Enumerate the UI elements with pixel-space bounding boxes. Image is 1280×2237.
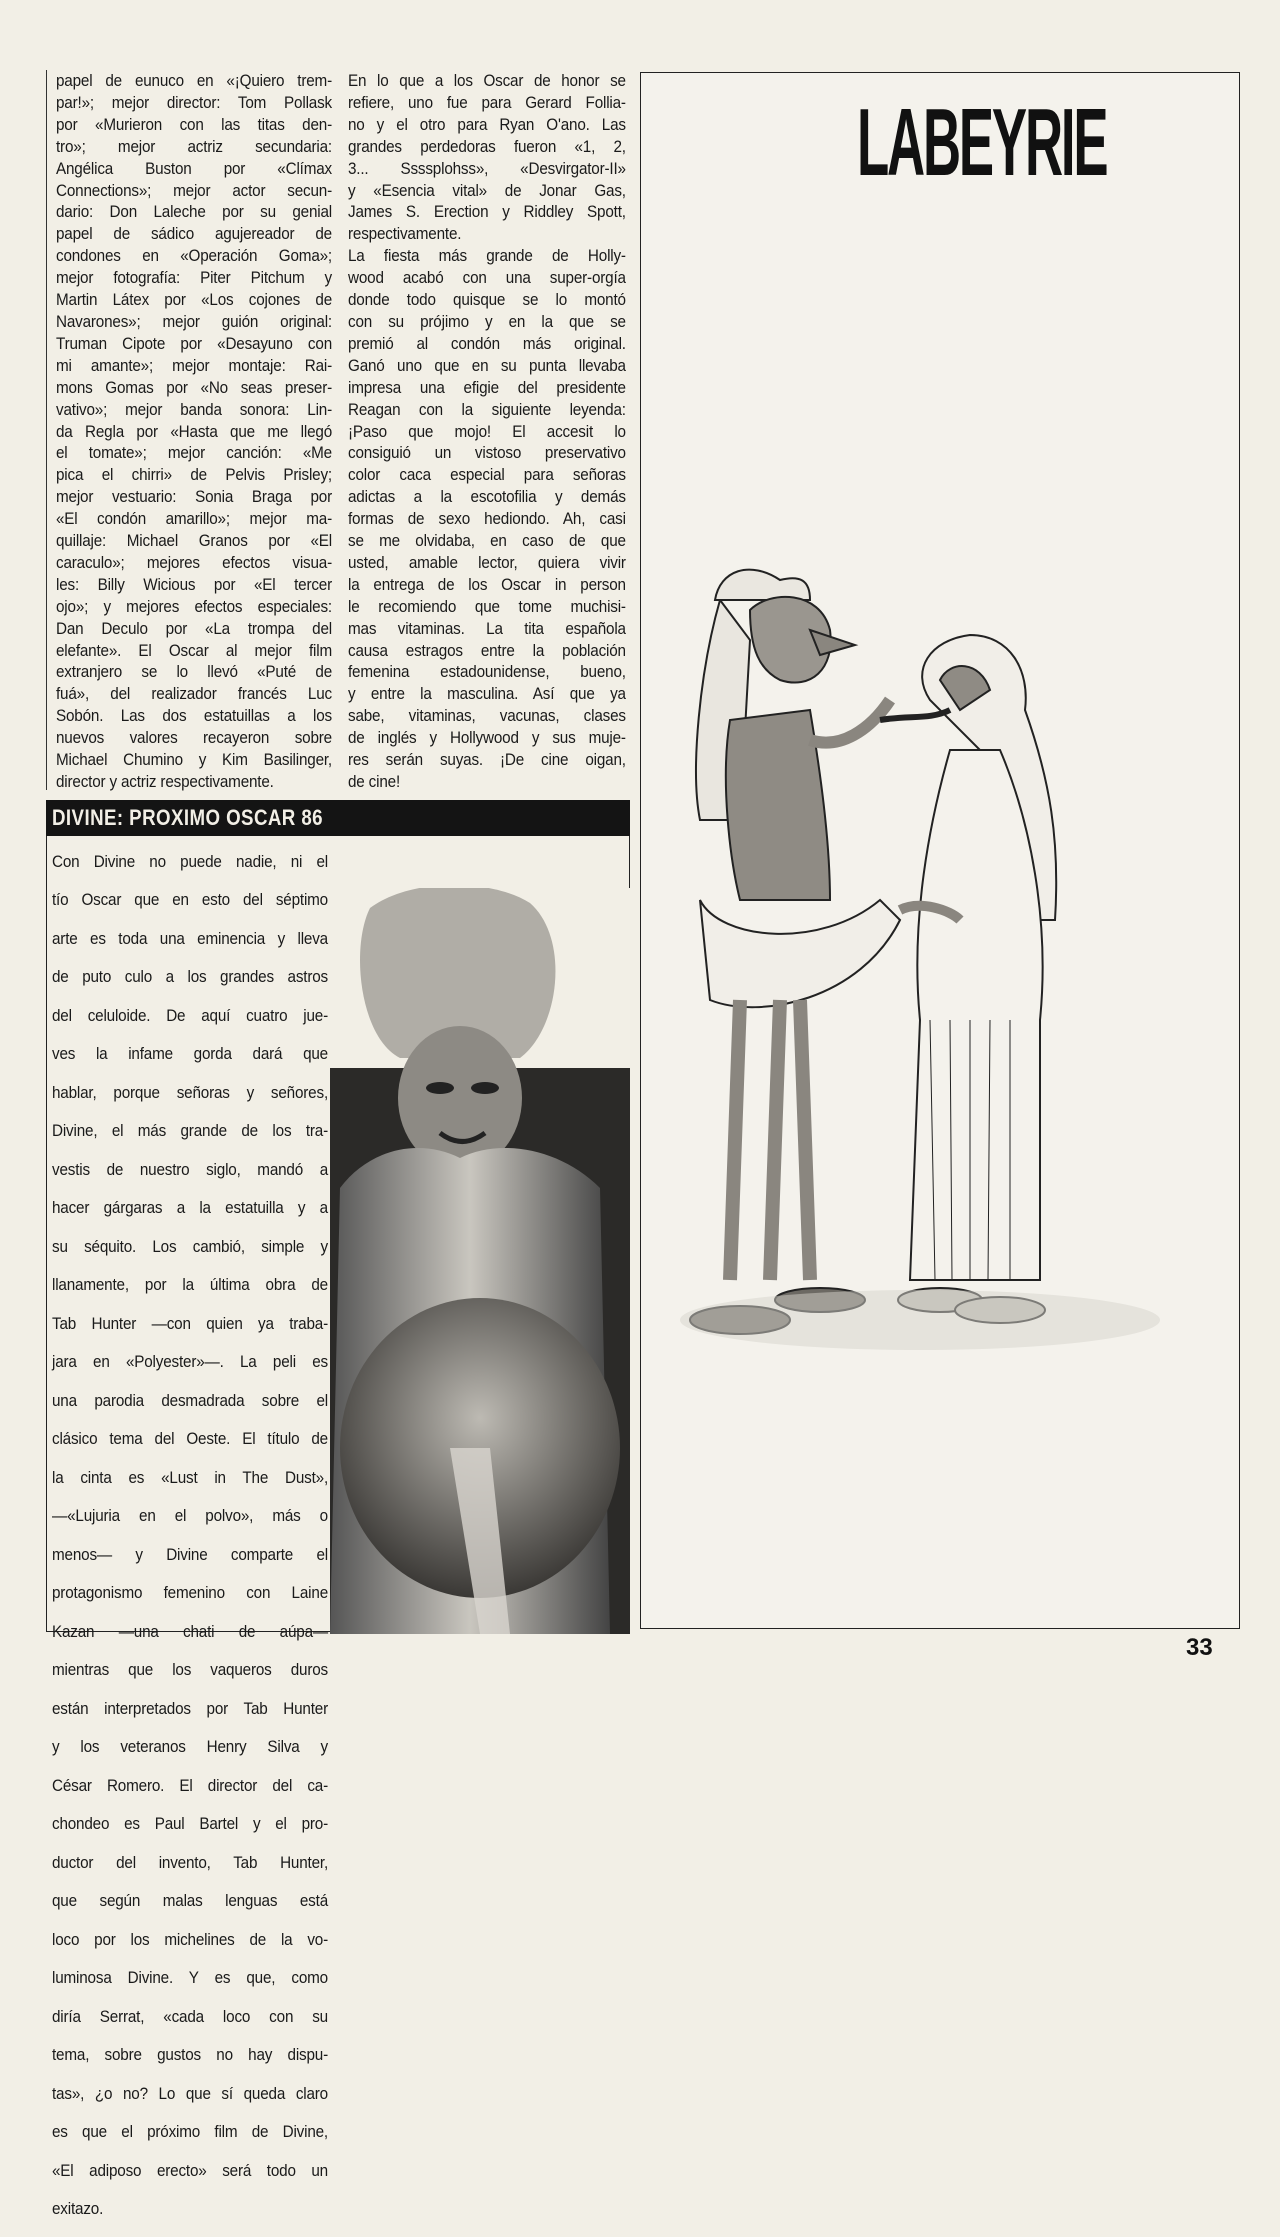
- text-line: Con Divine no puede nadie, ni el: [52, 851, 328, 871]
- divine-photo: [330, 888, 630, 1634]
- text-line: caraculo»; mejores efectos visua-: [56, 552, 332, 572]
- text-line: clásico tema del Oeste. El título de: [52, 1429, 328, 1449]
- text-line: «El adiposo erecto» será todo un: [52, 2160, 328, 2180]
- text-line: consiguió un vistoso preservativo: [348, 443, 626, 463]
- text-line: es que el próximo film de Divine,: [52, 2122, 328, 2142]
- text-line: que según malas lenguas está: [52, 1891, 328, 1911]
- text-line: elefante». El Oscar al mejor film: [56, 640, 332, 660]
- text-line: César Romero. El director del ca-: [52, 1775, 328, 1795]
- text-line: extranjero se lo llevó «Puté de: [56, 662, 332, 682]
- cartoon-title: LABEYRIE: [857, 89, 1107, 196]
- text-line: causa estragos entre la población: [348, 640, 626, 660]
- text-line: su séquito. Los cambió, simple y: [52, 1236, 328, 1256]
- text-line: tas», ¿o no? Lo que sí queda claro: [52, 2083, 328, 2103]
- article-column-1: [56, 70, 332, 793]
- text-line: jara en «Polyester»—. La peli es: [52, 1352, 328, 1372]
- text-line: femenina estadounidense, bueno,: [348, 662, 626, 682]
- text-line: diría Serrat, «cada loco con su: [52, 2006, 328, 2026]
- text-line: res serán suyas. ¡De cine oigan,: [348, 750, 626, 770]
- text-line: Martin Látex por «Los cojones de: [56, 290, 332, 310]
- text-line: con su prójimo y en la que se: [348, 311, 626, 331]
- woman-figure: [880, 635, 1056, 1323]
- text-line: una parodia desmadrada sobre el: [52, 1390, 328, 1410]
- text-line: papel de eunuco en «¡Quiero trem-: [56, 71, 332, 90]
- text-line: el tomate»; mejor canción: «Me: [56, 443, 332, 463]
- text-line: Divine, el más grande de los tra-: [52, 1121, 328, 1141]
- text-line: dario: Don Laleche por su genial: [56, 202, 332, 222]
- text-line: están interpretados por Tab Hunter: [52, 1698, 328, 1718]
- text-line: del celuloide. De aquí cuatro jue-: [52, 1005, 328, 1025]
- text-line: fuá», del realizador francés Luc: [56, 684, 332, 704]
- text-line: papel de sádico agujereador de: [56, 224, 332, 244]
- text-line: llanamente, por la última obra de: [52, 1275, 328, 1295]
- text-line: tema, sobre gustos no hay dispu-: [52, 2045, 328, 2065]
- text-line: y los veteranos Henry Silva y: [52, 1737, 328, 1757]
- text-line: sabe, vitaminas, vacunas, clases: [348, 706, 626, 726]
- text-line: Dan Deculo por «La trompa del: [56, 618, 332, 638]
- text-line: Ganó uno que en su punta llevaba: [348, 355, 626, 375]
- text-line: menos— y Divine comparte el: [52, 1544, 328, 1564]
- text-line: mas vitaminas. La tita española: [348, 618, 626, 638]
- article-column-2: [348, 70, 626, 793]
- text-line: Reagan con la siguiente leyenda:: [348, 399, 626, 419]
- text-line: de puto culo a los grandes astros: [52, 967, 328, 987]
- text-line: y entre la masculina. Así que ya: [348, 684, 626, 704]
- text-line: En lo que a los Oscar de honor se: [348, 71, 626, 90]
- text-line: la cinta es «Lust in The Dust»,: [52, 1467, 328, 1487]
- text-line: chondeo es Paul Bartel y el pro-: [52, 1814, 328, 1834]
- text-line: grandes perdedoras fueron «1, 2,: [348, 136, 626, 156]
- text-line: ves la infame gorda dará que: [52, 1044, 328, 1064]
- text-line: protagonismo femenino con Laine: [52, 1583, 328, 1603]
- text-line: de inglés y Hollywood y sus muje-: [348, 728, 626, 748]
- text-line: usted, amable lector, quiera vivir: [348, 552, 626, 572]
- text-line: pica el chirri» de Pelvis Prisley;: [56, 465, 332, 485]
- text-line: les: Billy Wicious por «El tercer: [56, 574, 332, 594]
- text-line: director y actriz respectivamente.: [56, 772, 274, 791]
- text-line: quillaje: Michael Granos por «El: [56, 531, 332, 551]
- text-line: donde todo quisque se lo montó: [348, 290, 626, 310]
- text-line: formas de sexo hediondo. Ah, casi: [348, 509, 626, 529]
- text-line: La fiesta más grande de Holly-: [348, 246, 626, 266]
- text-line: vestis de nuestro siglo, mandó a: [52, 1159, 328, 1179]
- text-line: nuevos valores recayeron sobre: [56, 728, 332, 748]
- text-line: Angélica Buston por «Clímax: [56, 158, 332, 178]
- text-line: adictas a la escotofilia y demás: [348, 487, 626, 507]
- text-line: Tab Hunter —con quien ya traba-: [52, 1313, 328, 1333]
- text-line: loco por los michelines de la vo-: [52, 1929, 328, 1949]
- text-line: no y el otro para Ryan O'ano. Las: [348, 114, 626, 134]
- text-line: mi amante»; mejor montaje: Rai-: [56, 355, 332, 375]
- text-line: refiere, uno fue para Gerard Follia-: [348, 92, 626, 112]
- divine-heading-bar: [46, 800, 630, 836]
- text-line: vativo»; mejor banda sonora: Lin-: [56, 399, 332, 419]
- text-line: «El condón amarillo»; mejor ma-: [56, 509, 332, 529]
- column-rule: [46, 70, 47, 790]
- text-line: da Regla por «Hasta que me llegó: [56, 421, 332, 441]
- text-line: mejor vestuario: Sonia Braga por: [56, 487, 332, 507]
- text-line: impresa una efigie del presidente: [348, 377, 626, 397]
- text-line: 3... Ssssplohss», «Desvirgator-II»: [348, 158, 626, 178]
- text-line: ojo»; y mejores efectos especiales:: [56, 596, 332, 616]
- text-line: Truman Cipote por «Desayuno con: [56, 333, 332, 353]
- man-figure: [690, 570, 900, 1334]
- text-line: premió al condón más original.: [348, 333, 626, 353]
- text-line: hablar, porque señoras y señores,: [52, 1082, 328, 1102]
- text-line: mejor fotografía: Piter Pitchum y: [56, 268, 332, 288]
- text-line: y «Esencia vital» de Jonar Gas,: [348, 180, 626, 200]
- text-line: de cine!: [348, 772, 401, 791]
- text-line: luminosa Divine. Y es que, como: [52, 1968, 328, 1988]
- cartoon-illustration: [660, 520, 1220, 1520]
- text-line: ¡Paso que mojo! El accesit lo: [348, 421, 626, 441]
- text-line: la entrega de los Oscar in person: [348, 574, 626, 594]
- text-line: wood acabó con una super-orgía: [348, 268, 626, 288]
- text-line: James S. Erection y Riddley Spott,: [348, 202, 626, 222]
- divine-article-text: [52, 834, 328, 2237]
- text-line: condones en «Operación Goma»;: [56, 246, 332, 266]
- text-line: par!»; mejor director: Tom Pollask: [56, 92, 332, 112]
- text-line: Kazan —una chati de aúpa—: [52, 1621, 328, 1641]
- text-line: ductor del invento, Tab Hunter,: [52, 1852, 328, 1872]
- text-line: arte es toda una eminencia y lleva: [52, 928, 328, 948]
- text-line: mons Gomas por «No seas preser-: [56, 377, 332, 397]
- text-line: Connections»; mejor actor secun-: [56, 180, 332, 200]
- text-line: exitazo.: [52, 2199, 104, 2219]
- text-line: Sobón. Las dos estatuillas a los: [56, 706, 332, 726]
- text-line: se me olvidaba, en caso de que: [348, 531, 626, 551]
- text-line: color caca especial para señoras: [348, 465, 626, 485]
- text-line: por «Murieron con las titas den-: [56, 114, 332, 134]
- text-line: Navarones»; mejor guión original:: [56, 311, 332, 331]
- text-line: hacer gárgaras a la estatuilla y a: [52, 1198, 328, 1218]
- text-line: le recomiendo que tome muchisi-: [348, 596, 626, 616]
- divine-heading: DIVINE: PROXIMO OSCAR 86: [52, 805, 324, 830]
- page-number: 33: [1186, 1634, 1213, 1661]
- text-line: Michael Chumino y Kim Basilinger,: [56, 750, 332, 770]
- text-line: tío Oscar que en esto del séptimo: [52, 890, 328, 910]
- text-line: —«Lujuria en el polvo», más o: [52, 1506, 328, 1526]
- text-line: tro»; mejor actriz secundaria:: [56, 136, 332, 156]
- text-line: mientras que los vaqueros duros: [52, 1660, 328, 1680]
- text-line: respectivamente.: [348, 224, 462, 244]
